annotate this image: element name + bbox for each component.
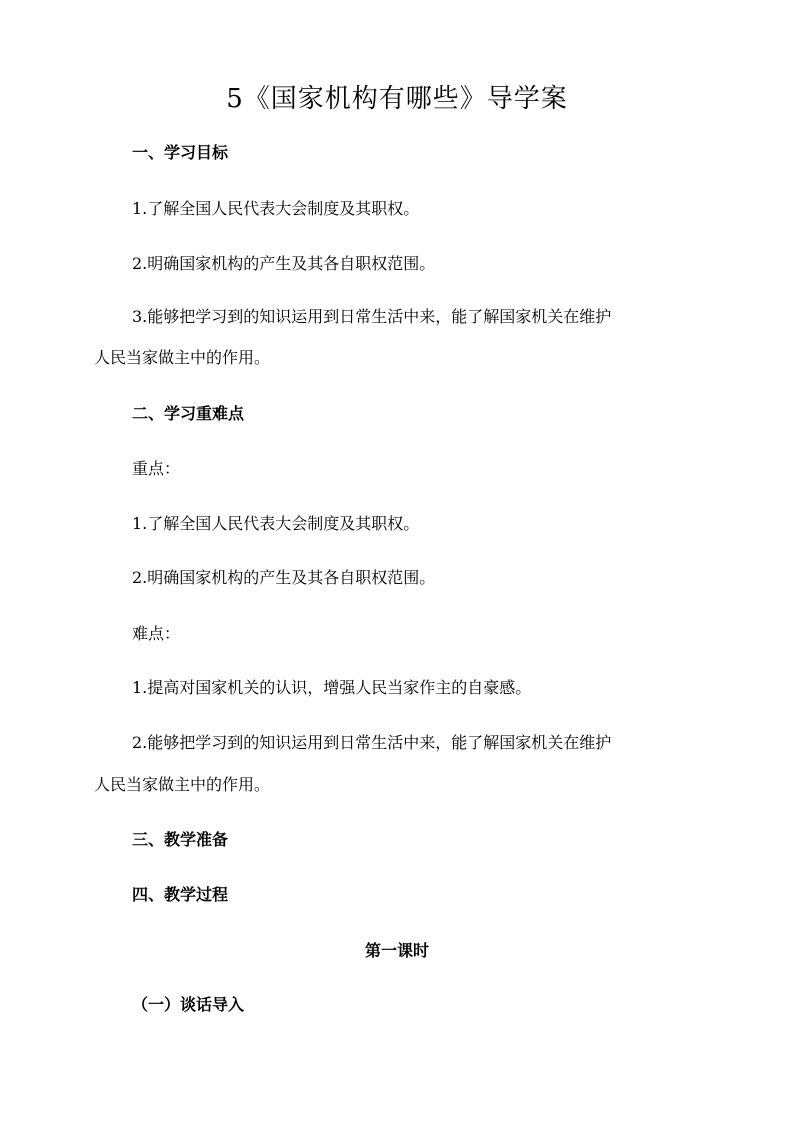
document-title: 5《国家机构有哪些》导学案 bbox=[226, 84, 568, 114]
goal-item-3-line-2: 人民当家做主中的作用。 bbox=[94, 348, 271, 367]
difficult-item-1: 1.提高对国家机关的认识，增强人民当家作主的自豪感。 bbox=[132, 678, 532, 697]
key-item-1: 1.了解全国人民代表大会制度及其职权。 bbox=[132, 514, 420, 533]
process-subheading-intro: （一）谈话导入 bbox=[132, 995, 245, 1014]
key-item-2: 2.明确国家机构的产生及其各自职权范围。 bbox=[132, 568, 436, 587]
section-heading-preparation: 三、教学准备 bbox=[132, 830, 229, 849]
difficult-label: 难点： bbox=[132, 624, 181, 643]
difficult-item-2-line-2: 人民当家做主中的作用。 bbox=[94, 775, 271, 794]
lesson-title: 第一课时 bbox=[364, 941, 429, 960]
section-heading-goals: 一、学习目标 bbox=[132, 143, 229, 162]
section-heading-process: 四、教学过程 bbox=[132, 885, 229, 904]
goal-item-1: 1.了解全国人民代表大会制度及其职权。 bbox=[132, 199, 420, 218]
difficult-item-2-line-1: 2.能够把学习到的知识运用到日常生活中来，能了解国家机关在维护 bbox=[132, 733, 612, 752]
key-label: 重点： bbox=[132, 459, 181, 478]
goal-item-3-line-1: 3.能够把学习到的知识运用到日常生活中来，能了解国家机关在维护 bbox=[132, 307, 612, 326]
goal-item-2: 2.明确国家机构的产生及其各自职权范围。 bbox=[132, 254, 436, 273]
section-heading-key-points: 二、学习重难点 bbox=[132, 404, 245, 423]
